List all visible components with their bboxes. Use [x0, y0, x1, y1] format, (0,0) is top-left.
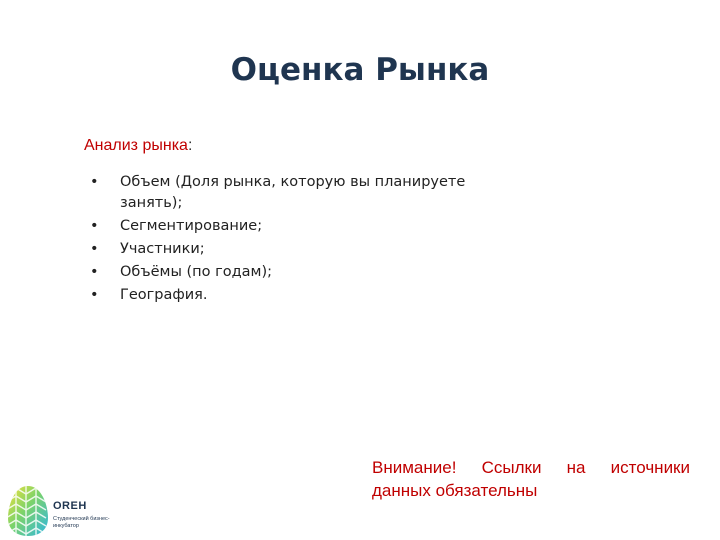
bullet-dot: • [90, 287, 99, 303]
subtitle-accent: Анализ рынка [84, 137, 188, 154]
oreh-logo [6, 484, 116, 538]
bullet-list [90, 172, 510, 308]
list-item [90, 239, 510, 260]
egg-logo-icon [6, 484, 50, 538]
bullet-dot: • [90, 241, 99, 257]
list-item [90, 262, 510, 283]
list-item-text: География. [120, 287, 208, 303]
sources-note: Внимание! Ссылки на источники данных обязательны [372, 458, 690, 500]
list-item [90, 216, 510, 237]
bullet-dot: • [90, 174, 99, 190]
list-item-text: Сегментирование; [120, 218, 263, 234]
list-item [90, 285, 510, 306]
logo-name: OREH [53, 500, 87, 512]
logo-tagline: Студенческий бизнес-инкубатор [53, 516, 110, 529]
slide-title: Оценка Рынка [230, 52, 490, 88]
list-item-text: Объем (Доля рынка, которую вы планируете занять); [120, 174, 466, 211]
list-item-text: Объёмы (по годам); [120, 264, 273, 280]
list-item-text: Участники; [120, 241, 205, 257]
bullet-dot: • [90, 264, 99, 280]
subtitle [84, 137, 192, 155]
subtitle-colon: : [187, 137, 193, 154]
list-item [90, 172, 510, 214]
bullet-dot: • [90, 218, 99, 234]
